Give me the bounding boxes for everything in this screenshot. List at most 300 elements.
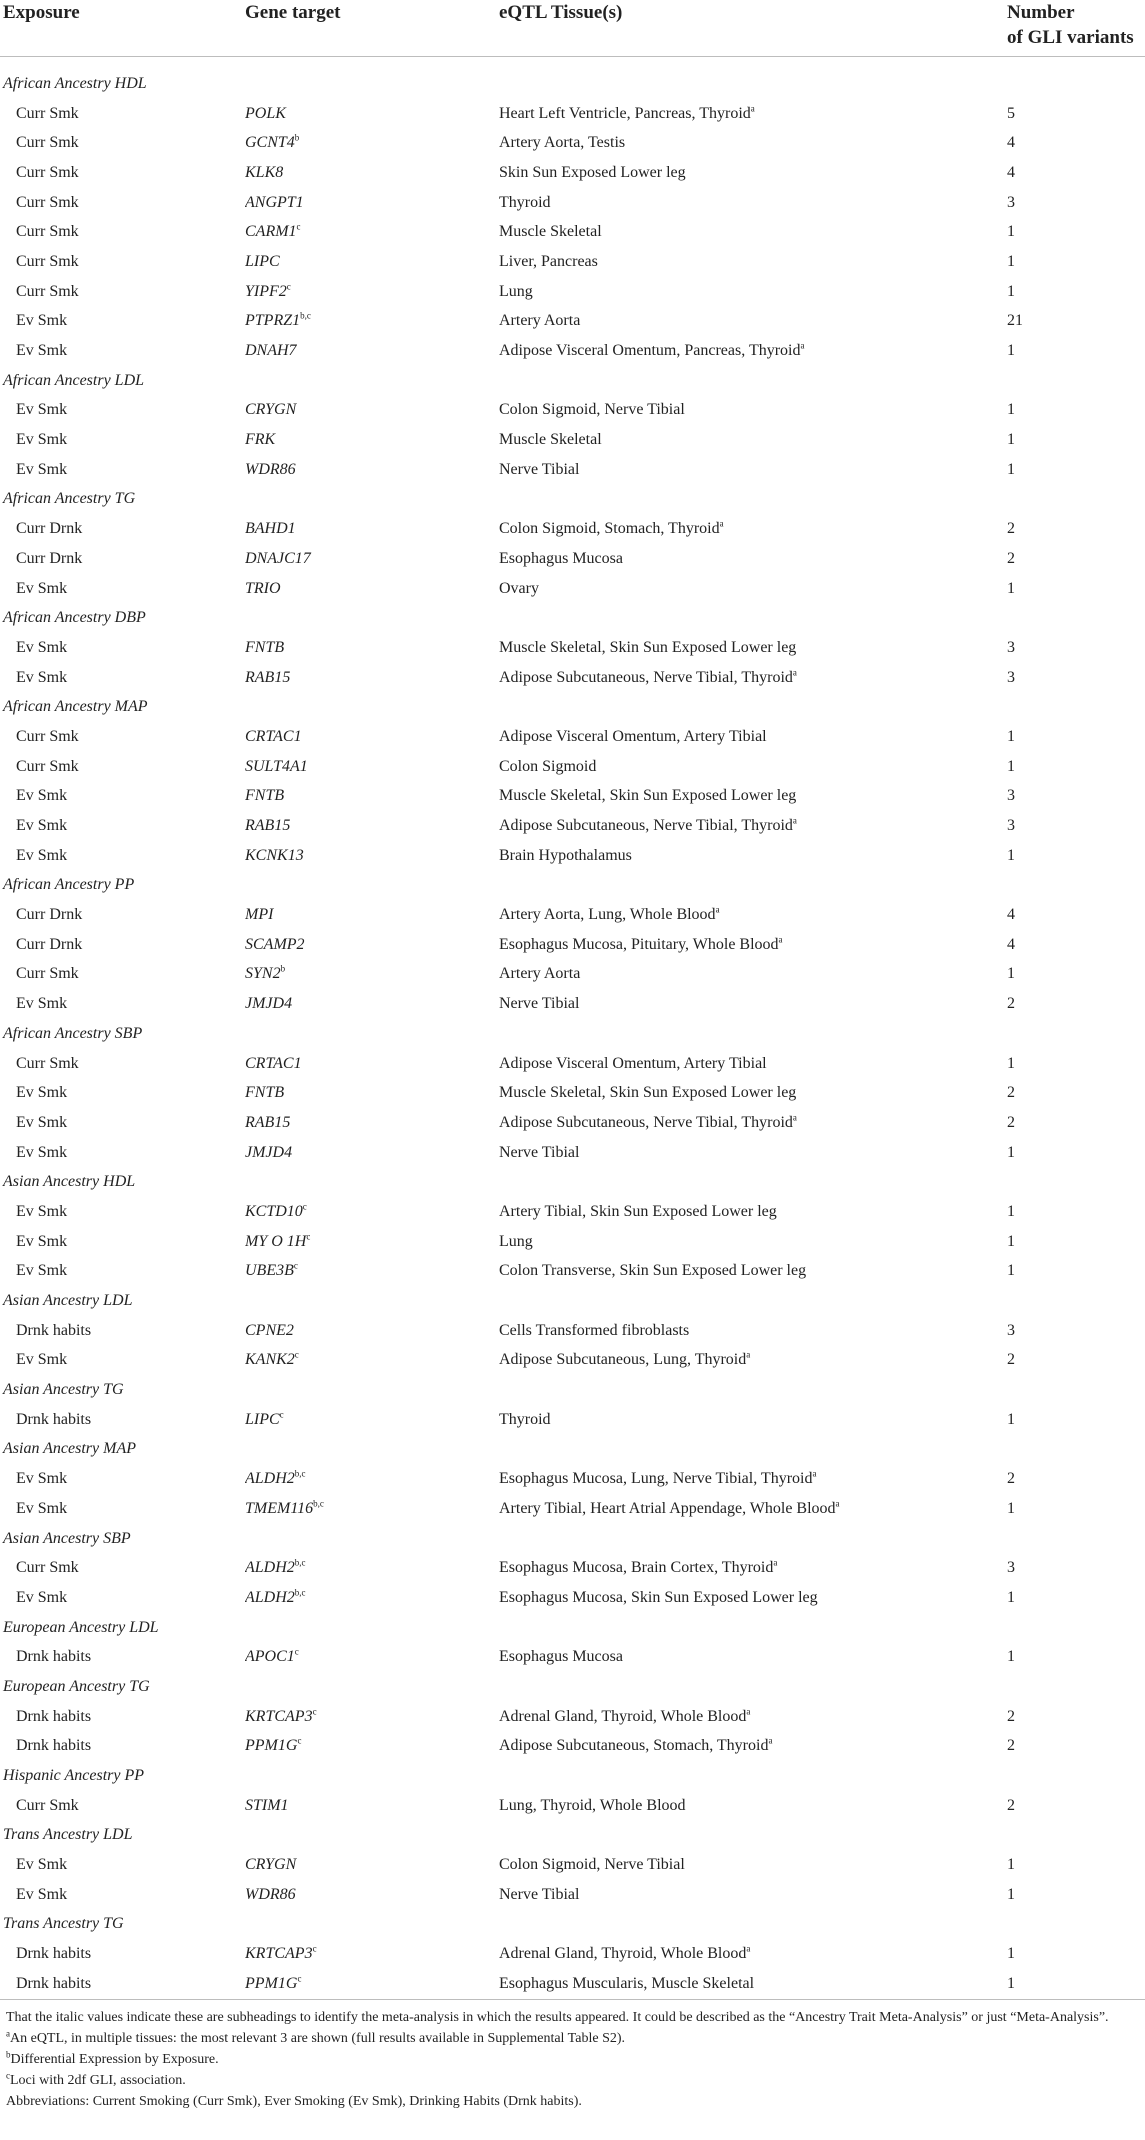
tissue-cell [499,900,1007,930]
spacer-cell [0,57,1145,70]
exposure-cell: Ev Smk [16,1470,68,1488]
gene-cell [245,128,499,158]
gene-cell [245,1464,499,1494]
gene-name: PPM1G [245,1737,298,1755]
group-title: African Ancestry TG [3,490,136,508]
gene-footnote-mark: c [297,1973,302,1984]
tissue-footnote-mark: a [715,904,720,915]
tissue-cell [499,574,1007,604]
group-title: Asian Ancestry TG [3,1381,124,1399]
gene-name: ALDH2 [245,1470,295,1488]
table-row [0,1346,1145,1376]
group-header-row [0,485,1145,515]
tissue-cell [499,1346,1007,1376]
tissue-names: Colon Transverse, Skin Sun Exposed Lower leg [499,1262,807,1280]
tissue-cell [499,1197,1007,1227]
gene-cell [245,663,499,693]
gene-footnote-mark: b,c [294,1557,306,1568]
exposure-cell: Ev Smk [16,312,68,330]
exposure-cell: Curr Smk [16,757,79,775]
tissue-names: Lung, Thyroid, Whole Blood [499,1796,686,1814]
tissue-names: Adipose Visceral Omentum, Pancreas, Thyroid [499,342,801,360]
tissue-names: Muscle Skeletal [499,431,602,449]
gene-cell [245,1494,499,1524]
exposure-cell: Curr Smk [16,134,79,152]
tissue-cell [499,1969,1007,1999]
gene-cell [245,1732,499,1762]
group-header-row [0,871,1145,901]
gli-count-cell: 1 [1007,223,1015,241]
gene-name: JMJD4 [245,1143,293,1161]
table-row [0,544,1145,574]
table-row [0,1257,1145,1287]
tissue-names: Esophagus Mucosa, Skin Sun Exposed Lower leg [499,1588,818,1606]
gene-name: PTPRZ1 [245,312,301,330]
gene-cell [245,396,499,426]
gli-count-cell: 1 [1007,846,1015,864]
gli-count-cell: 1 [1007,1856,1015,1874]
exposure-cell: Drnk habits [16,1707,92,1725]
gene-cell [245,217,499,247]
gene-name: CRTAC1 [245,1054,302,1072]
tissue-cell [499,1227,1007,1257]
gene-cell [245,1049,499,1079]
exposure-cell: Ev Smk [16,1351,68,1369]
gene-cell [245,1227,499,1257]
tissue-names: Muscle Skeletal, Skin Sun Exposed Lower leg [499,787,797,805]
tissue-names: Artery Aorta, Testis [499,134,626,152]
group-header-row [0,1167,1145,1197]
tissue-names: Thyroid [499,193,551,211]
table-row [0,307,1145,337]
gene-footnote-mark: c [306,1231,311,1242]
tissue-names: Adrenal Gland, Thyroid, Whole Blood [499,1707,747,1725]
tissue-names: Artery Aorta, Lung, Whole Blood [499,906,716,924]
gli-count-cell: 2 [1007,1113,1015,1131]
group-title: Trans Ancestry LDL [3,1826,133,1844]
tissue-footnote-mark: a [792,815,797,826]
tissue-cell [499,336,1007,366]
gli-count-cell: 1 [1007,757,1015,775]
exposure-cell: Curr Smk [16,1796,79,1814]
tissue-names: Colon Sigmoid, Nerve Tibial [499,1856,685,1874]
tissue-names: Adipose Subcutaneous, Lung, Thyroid [499,1351,747,1369]
gene-footnote-mark: c [297,1736,302,1747]
gene-name: JMJD4 [245,995,293,1013]
tissue-names: Esophagus Mucosa, Brain Cortex, Thyroid [499,1559,774,1577]
gene-name: FNTB [245,638,285,656]
gene-cell [245,247,499,277]
tissue-names: Adipose Subcutaneous, Nerve Tibial, Thyroid [499,1113,793,1131]
exposure-cell: Drnk habits [16,1974,92,1992]
gene-name: DNAH7 [245,342,297,360]
tissue-cell [499,1078,1007,1108]
tissue-names: Nerve Tibial [499,1885,580,1903]
group-title: African Ancestry HDL [3,74,147,92]
exposure-cell: Ev Smk [16,787,68,805]
exposure-cell: Ev Smk [16,995,68,1013]
exposure-cell: Ev Smk [16,668,68,686]
tissue-names: Colon Sigmoid [499,757,597,775]
gli-count-cell: 4 [1007,906,1015,924]
table-row [0,336,1145,366]
exposure-cell: Ev Smk [16,1232,68,1250]
exposure-cell: Curr Smk [16,193,79,211]
tissue-cell [499,1850,1007,1880]
tissue-names: Adipose Subcutaneous, Nerve Tibial, Thyroid [499,817,793,835]
exposure-cell: Curr Smk [16,1559,79,1577]
gene-name: YIPF2 [245,282,287,300]
group-title: African Ancestry DBP [3,609,146,627]
exposure-cell: Ev Smk [16,1202,68,1220]
gli-count-cell: 1 [1007,1885,1015,1903]
gene-cell [245,1880,499,1910]
gene-name: SULT4A1 [245,757,308,775]
gene-cell [245,425,499,455]
gli-count-cell: 4 [1007,134,1015,152]
gene-name: MY O 1H [245,1232,307,1250]
gli-count-cell: 2 [1007,995,1015,1013]
footnote-c [6,2071,1139,2090]
table-row [0,930,1145,960]
gene-name: ALDH2 [245,1588,295,1606]
gene-name: KCNK13 [245,846,304,864]
gene-name: MPI [245,906,274,924]
gene-footnote-mark: b [294,132,300,143]
footnote-a [6,2029,1139,2048]
gene-cell [245,1850,499,1880]
group-header-row [0,1019,1145,1049]
gene-name: UBE3B [245,1262,294,1280]
tissue-cell [499,1316,1007,1346]
table-row [0,217,1145,247]
tissue-cell [499,752,1007,782]
gli-count-cell: 2 [1007,549,1015,567]
group-title: African Ancestry LDL [3,371,145,389]
table-row [0,1464,1145,1494]
tissue-names: Lung [499,282,533,300]
tissue-footnote-mark: a [812,1468,817,1479]
tissue-cell [499,841,1007,871]
gene-cell [245,1553,499,1583]
gene-name: CRYGN [245,401,297,419]
gli-count-cell: 3 [1007,1559,1015,1577]
tissue-cell [499,158,1007,188]
tissue-cell [499,1464,1007,1494]
group-header-row [0,1910,1145,1940]
gli-count-cell: 1 [1007,1262,1015,1280]
header-exposure: Exposure [3,2,80,23]
tissue-cell [499,1791,1007,1821]
exposure-cell: Ev Smk [16,342,68,360]
table-row [0,1732,1145,1762]
group-header-row [0,1375,1145,1405]
group-title: Trans Ancestry TG [3,1915,124,1933]
group-title: Asian Ancestry HDL [3,1173,136,1191]
exposure-cell: Ev Smk [16,579,68,597]
table-row [0,782,1145,812]
table-row [0,811,1145,841]
gene-footnote-mark: b,c [294,1468,306,1479]
gene-cell [245,307,499,337]
footnote-b-mark: b [6,2049,11,2060]
tissue-cell [499,1880,1007,1910]
tissue-cell [499,455,1007,485]
exposure-cell: Drnk habits [16,1945,92,1963]
gli-count-cell: 1 [1007,282,1015,300]
exposure-cell: Curr Drnk [16,935,83,953]
header-eqtl-tissues: eQTL Tissue(s) [499,2,623,23]
exposure-cell: Curr Smk [16,223,79,241]
gli-count-cell: 1 [1007,460,1015,478]
tissue-cell [499,396,1007,426]
exposure-cell: Curr Smk [16,1054,79,1072]
gene-name: CARM1 [245,223,297,241]
tissue-names: Adrenal Gland, Thyroid, Whole Blood [499,1945,747,1963]
gene-name: CRTAC1 [245,727,302,745]
group-title: African Ancestry MAP [3,698,148,716]
header-gli-line2: of GLI variants [1007,27,1134,48]
gene-name: SCAMP2 [245,935,305,953]
gli-count-cell: 1 [1007,252,1015,270]
tissue-footnote-mark: a [778,934,783,945]
gene-cell [245,722,499,752]
exposure-cell: Curr Smk [16,104,79,122]
exposure-cell: Ev Smk [16,1499,68,1517]
table-row [0,247,1145,277]
gene-cell [245,811,499,841]
gene-cell [245,514,499,544]
tissue-names: Muscle Skeletal, Skin Sun Exposed Lower leg [499,638,797,656]
table-row [0,1138,1145,1168]
gli-count-cell: 1 [1007,1410,1015,1428]
exposure-cell: Ev Smk [16,817,68,835]
table-row [0,574,1145,604]
exposure-cell: Curr Drnk [16,520,83,538]
gene-cell [245,1316,499,1346]
gli-count-cell: 3 [1007,1321,1015,1339]
tissue-cell [499,1049,1007,1079]
footnote-c-mark: c [6,2070,10,2081]
tissue-names: Cells Transformed fibroblasts [499,1321,690,1339]
tissue-cell [499,514,1007,544]
table-row [0,1405,1145,1435]
tissue-cell [499,930,1007,960]
tissue-names: Nerve Tibial [499,460,580,478]
tissue-cell [499,1138,1007,1168]
gene-name: CPNE2 [245,1321,294,1339]
table-row [0,128,1145,158]
table-row [0,99,1145,129]
tissue-names: Thyroid [499,1410,551,1428]
gene-name: APOC1 [245,1648,295,1666]
gene-footnote-mark: b,c [294,1587,306,1598]
exposure-cell: Drnk habits [16,1648,92,1666]
table-row [0,1553,1145,1583]
tissue-cell [499,1939,1007,1969]
gene-footnote-mark: c [312,1706,317,1717]
gene-name: KRTCAP3 [245,1945,313,1963]
gene-cell [245,960,499,990]
spacer-row [0,57,1145,70]
footnote-abbreviations: Abbreviations: Current Smoking (Curr Smk), Ever Smoking (Ev Smk), Drinking Habits (Drnk habits). [6,2093,582,2109]
gli-count-cell: 1 [1007,1499,1015,1517]
table-row [0,989,1145,1019]
gene-cell [245,1405,499,1435]
table-row [0,1583,1145,1613]
tissue-names: Colon Sigmoid, Nerve Tibial [499,401,685,419]
gene-name: POLK [245,104,286,122]
tissue-cell [499,1405,1007,1435]
tissue-names: Adipose Subcutaneous, Stomach, Thyroid [499,1737,769,1755]
group-header-row [0,1613,1145,1643]
footnote-a-mark: a [6,2028,10,2039]
gli-count-cell: 1 [1007,1202,1015,1220]
gene-name: TMEM116 [245,1499,314,1517]
exposure-cell: Ev Smk [16,1143,68,1161]
group-title: African Ancestry SBP [3,1024,143,1042]
gene-footnote-mark: c [293,1261,298,1272]
tissue-names: Esophagus Mucosa, Pituitary, Whole Blood [499,935,779,953]
gli-count-cell: 5 [1007,104,1015,122]
table-row [0,425,1145,455]
tissue-footnote-mark: a [835,1498,840,1509]
group-header-row [0,603,1145,633]
exposure-cell: Ev Smk [16,1084,68,1102]
tissue-footnote-mark: a [750,103,755,114]
tissue-cell [499,960,1007,990]
gene-name: RAB15 [245,817,291,835]
tissue-names: Adipose Visceral Omentum, Artery Tibial [499,1054,767,1072]
tissue-names: Liver, Pancreas [499,252,598,270]
tissue-footnote-mark: a [746,1943,751,1954]
gene-footnote-mark: c [279,1409,284,1420]
gene-footnote-mark: c [296,221,301,232]
tissue-names: Lung [499,1232,533,1250]
table-row [0,1702,1145,1732]
gene-footnote-mark: b,c [313,1498,324,1509]
gli-count-cell: 2 [1007,1796,1015,1814]
tissue-names: Esophagus Mucosa [499,549,623,567]
table-row [0,158,1145,188]
tissue-footnote-mark: a [792,667,797,678]
group-header-row [0,1821,1145,1851]
tissue-names: Esophagus Muscularis, Muscle Skeletal [499,1974,755,1992]
gene-cell [245,1197,499,1227]
tissue-cell [499,307,1007,337]
group-title: European Ancestry TG [3,1677,150,1695]
gene-name: SYN2 [245,965,281,983]
tissue-cell [499,1494,1007,1524]
gli-count-cell: 1 [1007,431,1015,449]
gli-count-cell: 1 [1007,1945,1015,1963]
tissue-cell [499,247,1007,277]
table-row [0,841,1145,871]
footnote-b [6,2050,1139,2069]
table-row [0,1880,1145,1910]
gene-cell [245,1078,499,1108]
gli-count-cell: 1 [1007,1143,1015,1161]
table-body [0,57,1145,2000]
gene-cell [245,455,499,485]
tissue-cell [499,811,1007,841]
table-row [0,1939,1145,1969]
gene-cell [245,99,499,129]
table-row [0,455,1145,485]
tissue-names: Artery Tibial, Skin Sun Exposed Lower leg [499,1202,777,1220]
gli-count-cell: 2 [1007,1470,1015,1488]
gene-cell [245,188,499,218]
group-header-row [0,1286,1145,1316]
gene-cell [245,1702,499,1732]
group-title: European Ancestry LDL [3,1618,159,1636]
tissue-cell [499,722,1007,752]
table-row [0,633,1145,663]
tissue-cell [499,1553,1007,1583]
tissue-cell [499,1108,1007,1138]
gli-count-cell: 2 [1007,1084,1015,1102]
exposure-cell: Curr Drnk [16,906,83,924]
gene-cell [245,900,499,930]
gene-cell [245,782,499,812]
tissue-cell [499,1257,1007,1287]
tissue-cell [499,425,1007,455]
gli-count-cell: 3 [1007,817,1015,835]
table-row [0,1197,1145,1227]
footnote-b-text: Differential Expression by Exposure. [10,2051,219,2067]
group-header-row [0,1761,1145,1791]
gli-count-cell: 4 [1007,163,1015,181]
exposure-cell: Ev Smk [16,1113,68,1131]
tissue-names: Skin Sun Exposed Lower leg [499,163,686,181]
table-row [0,514,1145,544]
gene-name: FNTB [245,1084,285,1102]
gene-name: STIM1 [245,1796,289,1814]
gene-cell [245,277,499,307]
tissue-cell [499,1583,1007,1613]
group-title: Asian Ancestry LDL [3,1292,133,1310]
gene-name: LIPC [245,1410,280,1428]
tissue-cell [499,782,1007,812]
group-header-row [0,692,1145,722]
gene-name: FNTB [245,787,285,805]
tissue-cell [499,277,1007,307]
gene-footnote-mark: c [294,1350,299,1361]
gene-footnote-mark: b [280,964,286,975]
table-row [0,1227,1145,1257]
gene-cell [245,1791,499,1821]
exposure-cell: Curr Smk [16,965,79,983]
exposure-cell: Ev Smk [16,1885,68,1903]
table-footnotes [0,2000,1145,2111]
exposure-cell: Ev Smk [16,431,68,449]
table-row [0,277,1145,307]
tissue-names: Artery Aorta [499,965,581,983]
gli-count-cell: 2 [1007,1707,1015,1725]
gli-count-cell: 1 [1007,1974,1015,1992]
gli-count-cell: 21 [1007,312,1023,330]
gli-count-cell: 1 [1007,965,1015,983]
gene-name: ALDH2 [245,1559,295,1577]
exposure-cell: Ev Smk [16,1856,68,1874]
group-header-row [0,69,1145,99]
exposure-cell: Curr Smk [16,163,79,181]
gene-name: KANK2 [245,1351,295,1369]
gli-count-cell: 3 [1007,193,1015,211]
gene-cell [245,1969,499,1999]
gene-cell [245,1257,499,1287]
tissue-cell [499,1732,1007,1762]
